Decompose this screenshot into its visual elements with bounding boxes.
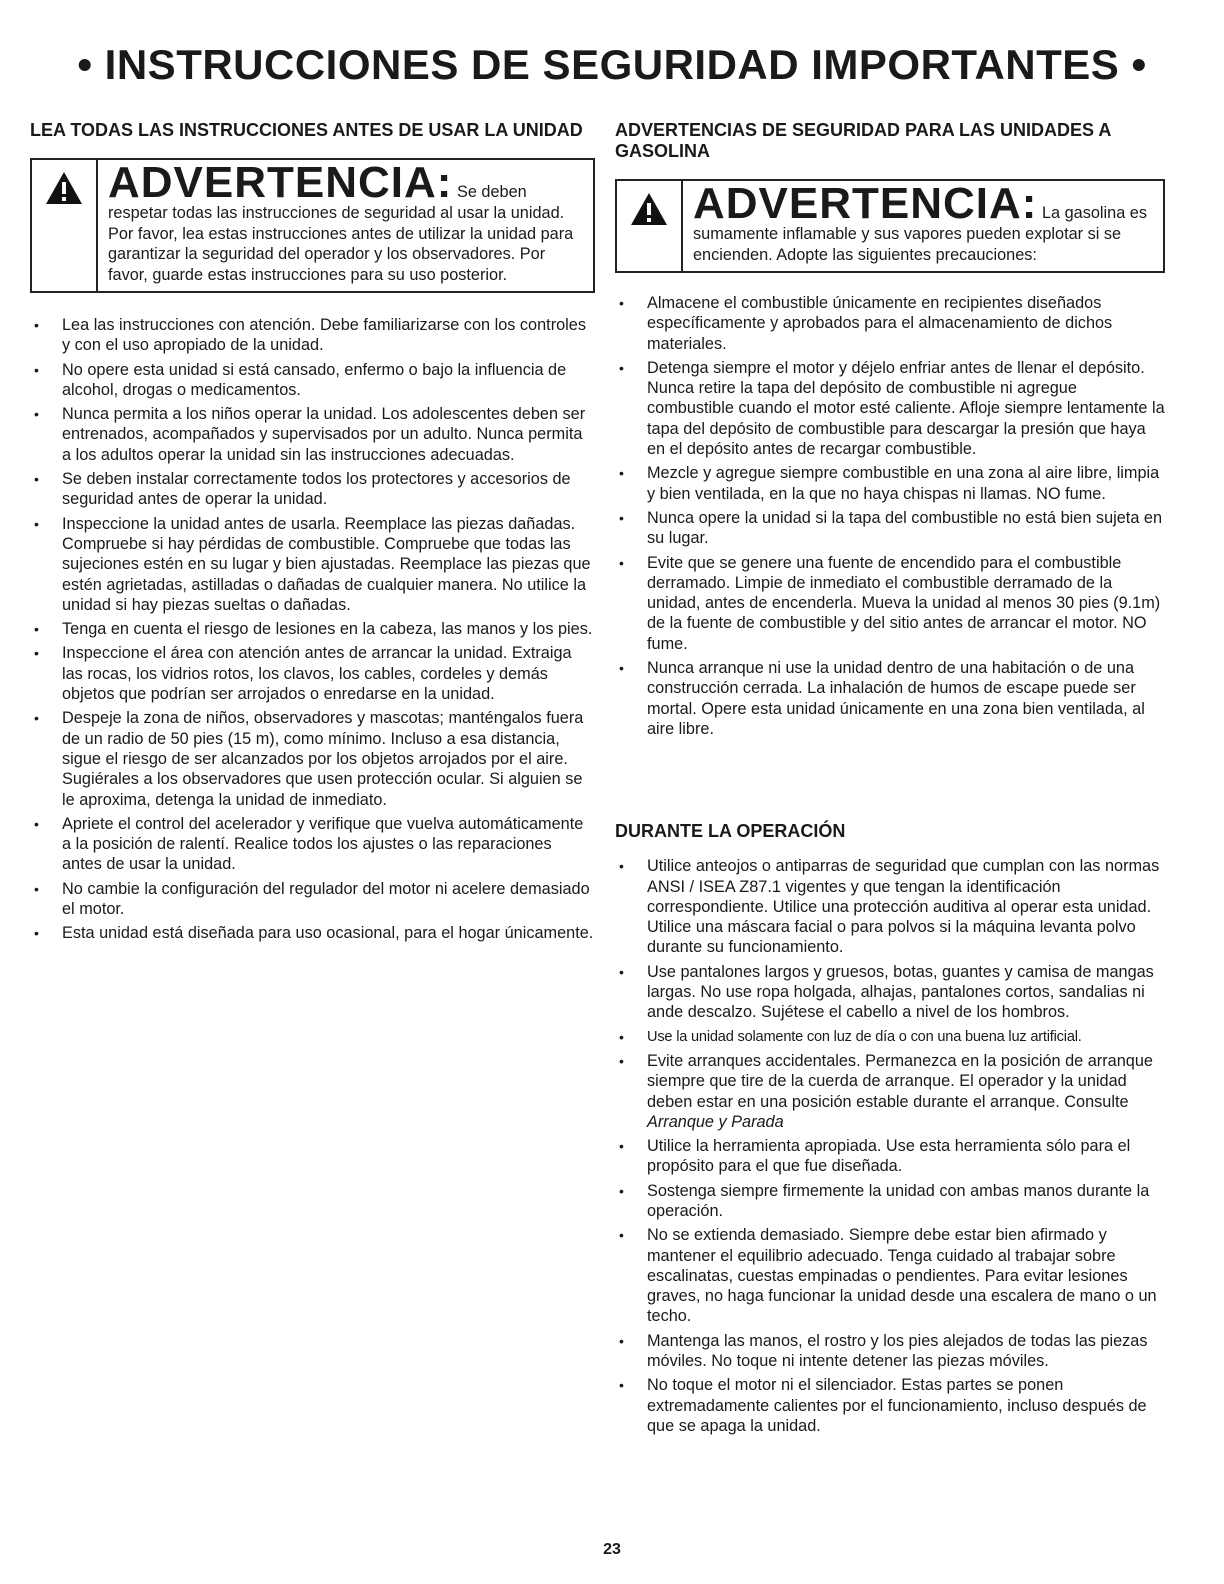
warning-body: todas las instrucciones de seguridad al usar la unidad. Por favor, lea estas instrucciones antes de utilizar la unidad para garantizar la seguridad del operador y los observadores. Por favor, guarde estas instrucciones para su uso posterior. (108, 204, 574, 284)
page-number: 23 (603, 1541, 621, 1558)
page-title: • INSTRUCCIONES DE SEGURIDAD IMPORTANTES • (77, 41, 1147, 88)
warning-lead: Se deben respetar (108, 183, 527, 222)
left-column (30, 120, 595, 948)
right-section-heading: ADVERTENCIAS DE SEGURIDAD PARA LAS UNIDADES A GASOLINA (615, 120, 1111, 161)
left-warning-icon-cell (32, 160, 98, 291)
list-item: • Utilice la herramienta apropiada. Use esta herramienta sólo para el propósito para el que fue diseñada. (615, 1136, 1165, 1177)
list-item: • Tenga en cuenta el riesgo de lesiones en la cabeza, las manos y los pies. (30, 619, 595, 639)
list-item: • Sostenga siempre firmemente la unidad con ambas manos durante la operación. (615, 1181, 1165, 1222)
warning-body: sumamente inflamable y sus vapores pueden explotar si se encienden. Adopte las siguientes precauciones: (693, 225, 1122, 264)
list-item: • Detenga siempre el motor y déjelo enfriar antes de llenar el depósito. Nunca retire la tapa del depósito de combustible ni agregue combustible cuando el motor esté caliente. Afloje siempre lentamente la tapa del depósito de combustible para descargar la presión que haya en el depósito antes de recargar combustible. (615, 358, 1165, 459)
list-item: • No toque el motor ni el silenciador. Estas partes se ponen extremadamente calientes por el funcionamiento, incluso después de que se apaga la unidad. (615, 1375, 1165, 1436)
warning-triangle-icon (44, 170, 84, 206)
list-item (615, 1051, 1165, 1132)
list-item: • Apriete el control del acelerador y verifique que vuelva automáticamente a la posición de ralentí. Realice todos los ajustes o las reparaciones antes de usar la unidad. (30, 814, 595, 875)
right-warning-box (615, 179, 1165, 273)
left-warning-box (30, 158, 595, 293)
list-item: • Mantenga las manos, el rostro y los pies alejados de todas las piezas móviles. No toque ni intente detener las piezas móviles. (615, 1331, 1165, 1372)
list-item: • Use la unidad solamente con luz de día o con una buena luz artificial. (615, 1027, 1165, 1047)
list-item: • Lea las instrucciones con atención. Debe familiarizarse con los controles y con el uso apropiado de la unidad. (30, 315, 595, 356)
list-item: • Inspeccione el área con atención antes de arrancar la unidad. Extraiga las rocas, los vidrios rotos, los clavos, los cables, cordeles y demás objetos que podrían ser arrojados o enredarse en la unidad. (30, 643, 595, 704)
left-section-heading: LEA TODAS LAS INSTRUCCIONES ANTES DE USAR LA UNIDAD (30, 120, 583, 140)
warning-triangle-icon (629, 191, 669, 227)
warning-lead: La gasolina es (1041, 204, 1147, 222)
warning-word: ADVERTENCIA: (693, 179, 1038, 228)
list-item: • Nunca opere la unidad si la tapa del combustible no está bien sujeta en su lugar. (615, 508, 1165, 549)
list-item: • Utilice anteojos o antiparras de seguridad que cumplan con las normas ANSI / ISEA Z87.1 vigentes y que tengan la identificación correspondiente. Utilice una protección auditiva al operar esta unidad. Utilice una máscara facial o para polvos si la máquina levanta polvo durante su funcionamiento. (615, 856, 1165, 957)
right-warning-text (683, 181, 1163, 271)
list-item: • Evite que se genere una fuente de encendido para el combustible derramado. Limpie de inmediato el combustible derramado de la unidad, antes de encenderla. Mueva la unidad al menos 30 pies (9.1m) de la fuente de combustible y del sitio antes de arrancar el motor. NO fume. (615, 553, 1165, 654)
list-item: • Inspeccione la unidad antes de usarla. Reemplace las piezas dañadas. Compruebe si hay pérdidas de combustible. Compruebe que todas las sujeciones estén en su lugar y bien ajustadas. Reemplace las piezas que estén agrietadas, astilladas o dañadas de cualquier manera. No utilice la unidad si hay piezas sueltas o dañadas. (30, 514, 595, 615)
reference-link-text: Arranque y Parada (647, 1112, 784, 1131)
operation-heading: DURANTE LA OPERACIÓN (615, 821, 846, 842)
right-warning-icon-cell (617, 181, 683, 271)
gasoline-bullet-list (615, 293, 1165, 739)
list-item: • Use pantalones largos y gruesos, botas, guantes y camisa de mangas largas. No use ropa holgada, alhajas, pantalones cortos, sandalias ni ande descalzo. Sujétese el cabello a nivel de los hombros. (615, 962, 1165, 1023)
list-item: • Se deben instalar correctamente todos los protectores y accesorios de seguridad antes de operar la unidad. (30, 469, 595, 510)
left-bullet-list (30, 315, 595, 944)
right-column (615, 120, 1165, 1440)
list-item: • No se extienda demasiado. Siempre debe estar bien afirmado y mantener el equilibrio adecuado. Tenga cuidado al trabajar sobre escalinatas, cuestas empinadas o pendientes. Para evitar lesiones graves, no haga funcionar la unidad desde una escalera de mano o un techo. (615, 1225, 1165, 1326)
list-item: • Nunca permita a los niños operar la unidad. Los adolescentes deben ser entrenados, acompañados y supervisados por un adulto. Nunca permita a los adultos operar la unidad sin las instrucciones adecuadas. (30, 404, 595, 465)
list-item: • Almacene el combustible únicamente en recipientes diseñados específicamente y aprobados para el almacenamiento de dichos materiales. (615, 293, 1165, 354)
list-item: • Esta unidad está diseñada para uso ocasional, para el hogar únicamente. (30, 923, 595, 943)
left-warning-text (98, 160, 593, 291)
list-item: • No cambie la configuración del regulador del motor ni acelere demasiado el motor. (30, 879, 595, 920)
warning-word: ADVERTENCIA: (108, 158, 453, 207)
list-item: • Nunca arranque ni use la unidad dentro de una habitación o de una construcción cerrada. La inhalación de humos de escape puede ser mortal. Opere esta unidad únicamente en una zona bien ventilada, al aire libre. (615, 658, 1165, 739)
operation-bullet-list (615, 856, 1165, 1436)
list-item: • Despeje la zona de niños, observadores y mascotas; manténgalos fuera de un radio de 50 pies (15 m), como mínimo. Incluso a esa distancia, sigue el riesgo de ser alcanzados por los objetos arrojados por el aire. Sugiérales a los observadores que usen protección ocular. Si alguien se le aproxima, detenga la unidad de inmediato. (30, 708, 595, 809)
list-item: • No opere esta unidad si está cansado, enfermo o bajo la influencia de alcohol, drogas o medicamentos. (30, 360, 595, 401)
list-item: • Mezcle y agregue siempre combustible en una zona al aire libre, limpia y bien ventilada, en la que no haya chispas ni llamas. NO fume. (615, 463, 1165, 504)
list-item-text: Evite arranques accidentales. Permanezca en la posición de arranque siempre que tire de la cuerda de arranque. El operador y la unidad deben estar en una posición estable durante el arranque. Consulte (647, 1051, 1153, 1111)
